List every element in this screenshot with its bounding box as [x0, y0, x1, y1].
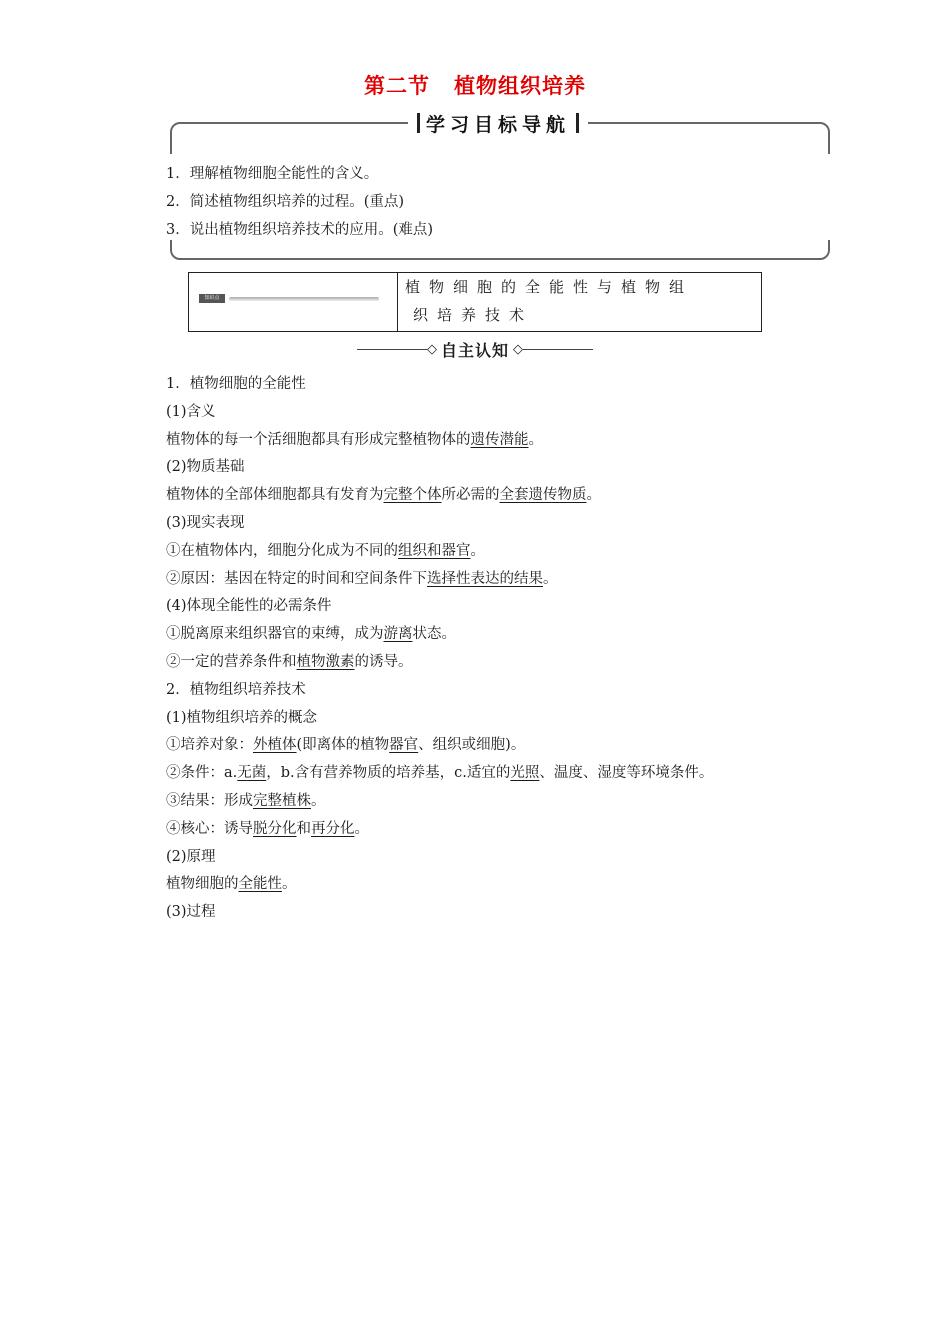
goal-item: 3．说出植物组织培养技术的应用。(难点) [166, 222, 434, 238]
goal-item: 1．理解植物细胞全能性的含义。 [166, 166, 379, 182]
text-span: ③结果：形成 [166, 793, 253, 809]
text-line [166, 678, 306, 699]
text-line [166, 761, 713, 782]
section-title: 自主认知 [440, 341, 509, 360]
text-span: ①培养对象： [166, 737, 253, 754]
answer-underlined: 再分化 [311, 820, 355, 837]
text-span: 。 [586, 487, 601, 504]
answer-underlined: 全套遗传物质 [499, 487, 587, 504]
knowledge-point-badge: 知识点 [199, 294, 225, 303]
text-line [166, 428, 543, 449]
text-line [166, 817, 369, 838]
knowledge-point-box [188, 272, 762, 332]
text-line [166, 706, 317, 727]
answer-underlined: 遗传潜能 [470, 431, 529, 448]
answer-underlined: 脱分化 [253, 820, 297, 837]
knowledge-point-title: 植物细胞的全能性与植物组 织培养技术 [405, 278, 694, 324]
text-span: 植物体的每一个活细胞都具有形成完整植物体的 [166, 431, 471, 448]
text-line [166, 511, 245, 532]
goal-item: 2．简述植物组织培养的过程。(重点) [166, 194, 405, 210]
title-topic: 植物组织培养 [454, 74, 586, 98]
text-span: 、组织或细胞)。 [418, 737, 526, 754]
text-line [166, 789, 326, 810]
text-span: 。 [470, 542, 485, 559]
text-span: 2．植物组织培养技术 [166, 681, 306, 698]
text-span: (即离体的植物 [296, 737, 390, 754]
answer-underlined: 组织和器官 [398, 542, 471, 559]
knowledge-point-label-cell [189, 273, 398, 331]
text-span: 所必需的 [441, 487, 500, 504]
text-span: 、温度、湿度等环境条件。 [539, 765, 714, 782]
title-section-number: 第二节 [364, 74, 430, 98]
text-span: 。 [528, 431, 543, 448]
text-span: 和 [296, 820, 311, 837]
text-span: ④核心：诱导 [166, 820, 253, 837]
answer-underlined: 选择性表达的结果 [427, 570, 543, 587]
text-span: ①脱离原来组织器官的束缚，成为 [166, 626, 384, 643]
text-line [166, 567, 558, 588]
page-title [0, 70, 950, 100]
answer-underlined: 游离 [383, 626, 413, 643]
text-span: (2)物质基础 [166, 459, 245, 476]
text-line [166, 539, 485, 560]
answer-underlined: 外植体 [253, 737, 297, 754]
text-span: ②条件：a. [166, 765, 238, 782]
section-heading [0, 338, 950, 361]
text-line [166, 872, 297, 893]
text-line [166, 650, 413, 671]
answer-underlined: 无菌 [237, 765, 267, 782]
text-span: 。 [311, 793, 326, 809]
answer-underlined: 光照 [510, 765, 540, 782]
text-span: ①在植物体内，细胞分化成为不同的 [166, 542, 398, 559]
text-span: (2)原理 [166, 848, 216, 865]
text-span: (3)现实表现 [166, 515, 245, 531]
diamond-icon: ◇ [513, 342, 523, 357]
text-line [166, 733, 525, 754]
text-span: 状态。 [412, 626, 456, 643]
diamond-icon: ◇ [426, 342, 437, 357]
text-line [166, 622, 456, 643]
text-line [166, 845, 216, 866]
text-span: 1．植物细胞的全能性 [166, 376, 306, 392]
text-line [166, 455, 245, 476]
answer-underlined: 器官 [389, 737, 419, 754]
learning-goals-title: 学习目标导航 [425, 113, 570, 136]
text-span: 的诱导。 [354, 654, 413, 670]
decorative-bar [229, 297, 379, 301]
text-line [166, 372, 306, 393]
text-span: 。 [543, 570, 558, 587]
text-span: (1)含义 [166, 403, 216, 420]
text-span: ，b.含有营养物质的培养基，c.适宜的 [266, 765, 511, 782]
answer-underlined: 植物激素 [296, 654, 355, 670]
text-span: 植物体的全部体细胞都具有发育为 [166, 487, 384, 504]
text-span: (1)植物组织培养的概念 [166, 709, 318, 726]
text-span: ②原因：基因在特定的时间和空间条件下 [166, 570, 427, 587]
answer-underlined: 全能性 [238, 876, 282, 893]
text-span: 。 [354, 820, 369, 837]
answer-underlined: 完整个体 [383, 487, 442, 504]
text-span: 植物细胞的 [166, 876, 239, 893]
text-span: ②一定的营养条件和 [166, 654, 297, 670]
text-span: 。 [282, 876, 297, 893]
learning-goals-header [408, 108, 588, 138]
text-line [166, 483, 601, 504]
answer-underlined: 完整植株 [253, 793, 311, 809]
text-line [166, 400, 216, 421]
text-span: (3)过程 [166, 904, 216, 921]
text-span: (4)体现全能性的必需条件 [166, 598, 332, 615]
text-line [166, 594, 332, 615]
text-line [166, 900, 216, 921]
